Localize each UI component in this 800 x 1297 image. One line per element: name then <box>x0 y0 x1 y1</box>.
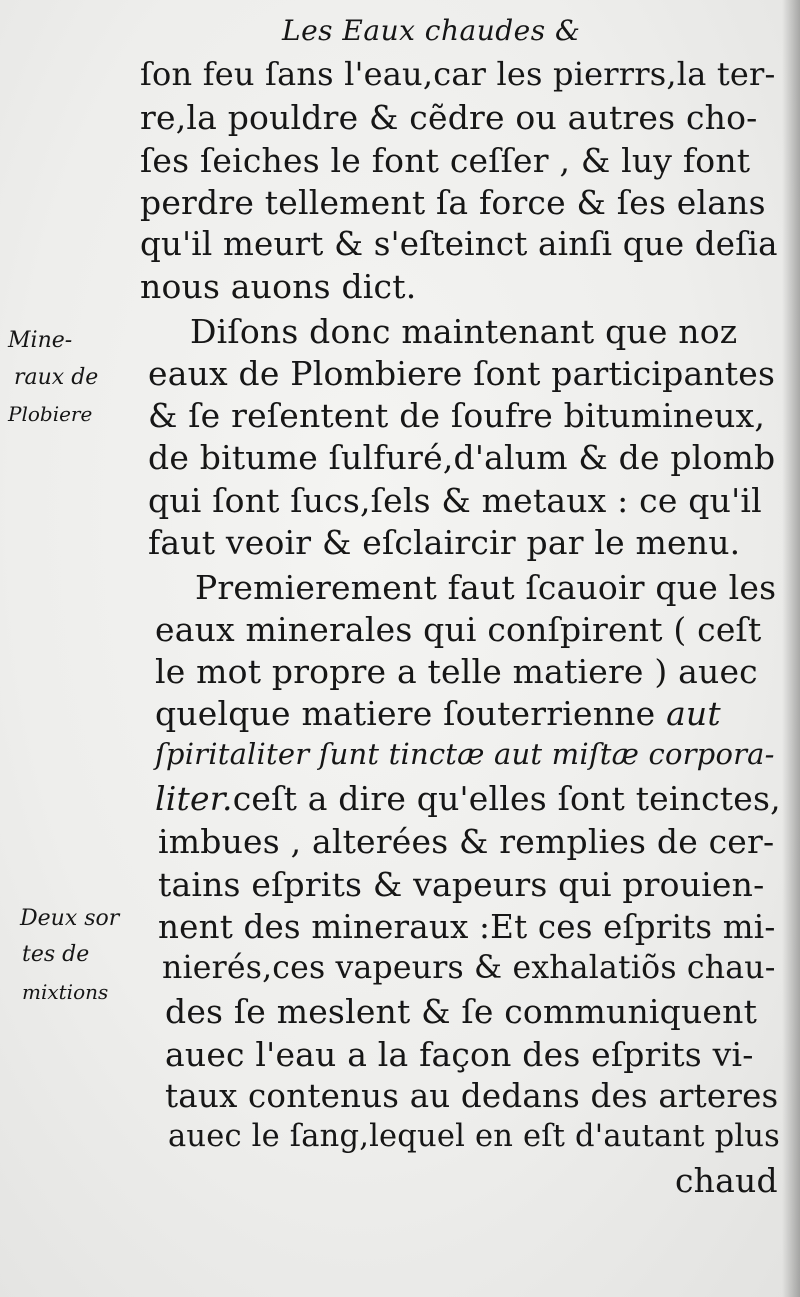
text-line: tains eſprits & vapeurs qui prouien- <box>158 865 765 904</box>
text-line: Diſons donc maintenant que noz <box>190 312 738 351</box>
text-line: ſes ſeiches le font ceſſer , & luy font <box>140 141 751 180</box>
text-line: eaux minerales qui conſpirent ( ceſt <box>155 610 762 649</box>
text-line: quelque matiere ſouterrienne aut <box>155 694 721 733</box>
text-line: eaux de Plombiere ſont participantes <box>148 354 776 393</box>
margin-note-line: mixtions <box>22 980 109 1004</box>
text-line: faut veoir & eſclaircir par le menu. <box>148 523 741 562</box>
margin-note-line: Plobiere <box>8 402 93 426</box>
text-line: re,la pouldre & cẽdre ou autres cho- <box>140 98 758 137</box>
text-line: nent des mineraux :Et ces eſprits mi- <box>158 908 776 946</box>
text-line: des ſe meslent & ſe communiquent <box>165 992 758 1031</box>
margin-note-line: Mine- <box>8 328 73 353</box>
text-line: perdre tellement ſa force & ſes elans <box>140 183 766 222</box>
text-line: Premierement faut ſcauoir que les <box>195 568 777 607</box>
text-line: ſpiritaliter ſunt tinctæ aut miſtæ corpora- <box>155 737 775 771</box>
catchword: chaud <box>675 1161 778 1200</box>
page-edge-shadow <box>782 0 800 1297</box>
text-line: imbues , alterées & remplies de cer- <box>158 822 775 861</box>
margin-note-line: tes de <box>22 942 90 967</box>
text-line: liter.ceſt a dire qu'elles ſont teinctes, <box>155 779 781 818</box>
text-line: & ſe reſentent de ſoufre bitumineux, <box>148 396 766 435</box>
text-line: auec le ſang,lequel en eſt d'autant plus <box>168 1119 780 1154</box>
text-line: qui ſont ſucs,ſels & metaux : ce qu'il <box>148 481 762 520</box>
text-line: auec l'eau a la façon des eſprits vi- <box>165 1035 754 1074</box>
text-line: ſon feu ſans l'eau,car les pierrrs,la ter- <box>140 55 776 93</box>
text-line: taux contenus au dedans des arteres <box>165 1077 779 1115</box>
running-title: Les Eaux chaudes & <box>282 14 581 47</box>
text-line: nierés,ces vapeurs & exhalatiõs chau- <box>162 950 776 986</box>
text-line: qu'il meurt & s'eſteinct ainſi que deſia <box>140 225 778 263</box>
text-line: nous auons dict. <box>140 267 417 306</box>
margin-note-line: raux de <box>14 365 99 390</box>
margin-note-line: Deux sor <box>20 906 120 931</box>
text-line: le mot propre a telle matiere ) auec <box>155 652 758 691</box>
text-line: de bitume ſulfuré,d'alum & de plomb <box>148 438 776 477</box>
